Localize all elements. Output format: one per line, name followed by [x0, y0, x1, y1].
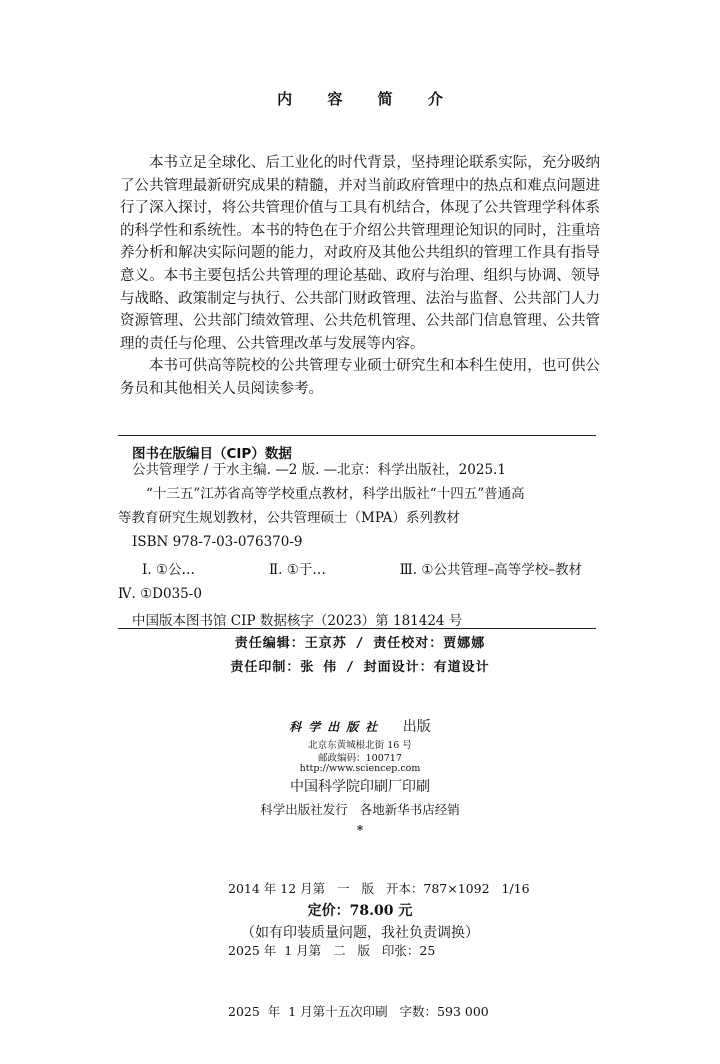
- spec-line: 2014 年 12 月第 一 版 开本：787×1092 1/16: [228, 881, 530, 896]
- page-title: 内 容 简 介: [277, 90, 458, 108]
- publisher-logo-text: 科学出版社: [289, 720, 385, 734]
- price: 定价：78.00 元: [307, 903, 413, 919]
- cip-class-item: Ⅲ. ①公共管理–高等学校–教材: [399, 562, 582, 578]
- cip-class-item: Ⅱ. ①于…: [268, 562, 326, 578]
- publisher-line: [0, 716, 720, 736]
- printer-line: 中国科学院印刷厂印刷: [290, 779, 430, 795]
- print-credits: 责任印制：张 伟 / 封面设计：有道设计: [230, 660, 490, 675]
- editor-credits: 责任编辑：王京苏 / 责任校对：贾娜娜: [234, 636, 486, 651]
- spec-line: 2025 年 1 月第十五次印刷 字数：593 000: [228, 1004, 489, 1019]
- publisher-postcode: 邮政编码：100717: [318, 753, 402, 764]
- cip-data-block: [118, 458, 596, 633]
- intro-paragraph: 本书立足全球化、后工业化的时代背景，坚持理论联系实际，充分吸纳了公共管理最新研究成果的精髓，并对当前政府管理中的热点和难点问题进行了深入探讨，将公共管理价值与工具有机结合，体现了公共管理学科体系的科学性和系统性。本书的特色在于介绍公共管理理论知识的同时，注重培养分析和解决实际问题的能力，对政府及其他公共组织的管理工作具有指导意义。本书主要包括公共管理的理论基础、政府与治理、组织与协调、领导与战略、政策制定与执行、公共部门财政管理、法治与监督、公共部门人力资源管理、公共部门绩效管理、公共危机管理、公共部门信息管理、公共管理的责任与伦理、公共管理改革与发展等内容。: [120, 155, 600, 352]
- cip-class-item: Ⅳ. ①D035-0: [118, 586, 202, 602]
- intro-paragraph: 本书可供高等院校的公共管理专业硕士研究生和本科生使用，也可供公务员和其他相关人员阅读参考。: [120, 358, 600, 397]
- quality-note: （如有印装质量问题，我社负责调换）: [241, 925, 479, 941]
- cip-line: “十三五”江苏省高等学校重点教材，科学出版社“十四五”普通高: [146, 486, 525, 502]
- cip-class-item: Ⅰ. ①公…: [142, 562, 196, 578]
- publisher-action: 出版: [402, 719, 431, 735]
- cip-bottom-rule: [118, 628, 596, 629]
- separator-star: *: [356, 823, 364, 837]
- publisher-url: http://www.sciencep.com: [299, 763, 421, 774]
- spec-line: 2025 年 1 月第 二 版 印张：25: [228, 942, 436, 958]
- cip-isbn: ISBN 978-7-03-076370-9: [132, 534, 303, 550]
- publisher-address: 北京东黄城根北街 16 号: [308, 740, 412, 751]
- cip-line: 公共管理学 / 于水主编. —2 版. —北京：科学出版社，2025.1: [132, 462, 506, 478]
- distribution-line: 科学出版社发行 各地新华书店经销: [260, 802, 460, 817]
- edition-specs: [228, 838, 558, 1064]
- cip-record-number: 中国版本图书馆 CIP 数据核字（2023）第 181424 号: [132, 613, 463, 629]
- cip-heading: 图书在版编目（CIP）数据: [132, 446, 292, 462]
- cip-top-rule: [118, 435, 596, 436]
- cip-line: 等教育研究生规划教材，公共管理硕士（MPA）系列教材: [118, 510, 460, 526]
- book-introduction: [120, 152, 600, 401]
- cip-classification: [118, 558, 596, 582]
